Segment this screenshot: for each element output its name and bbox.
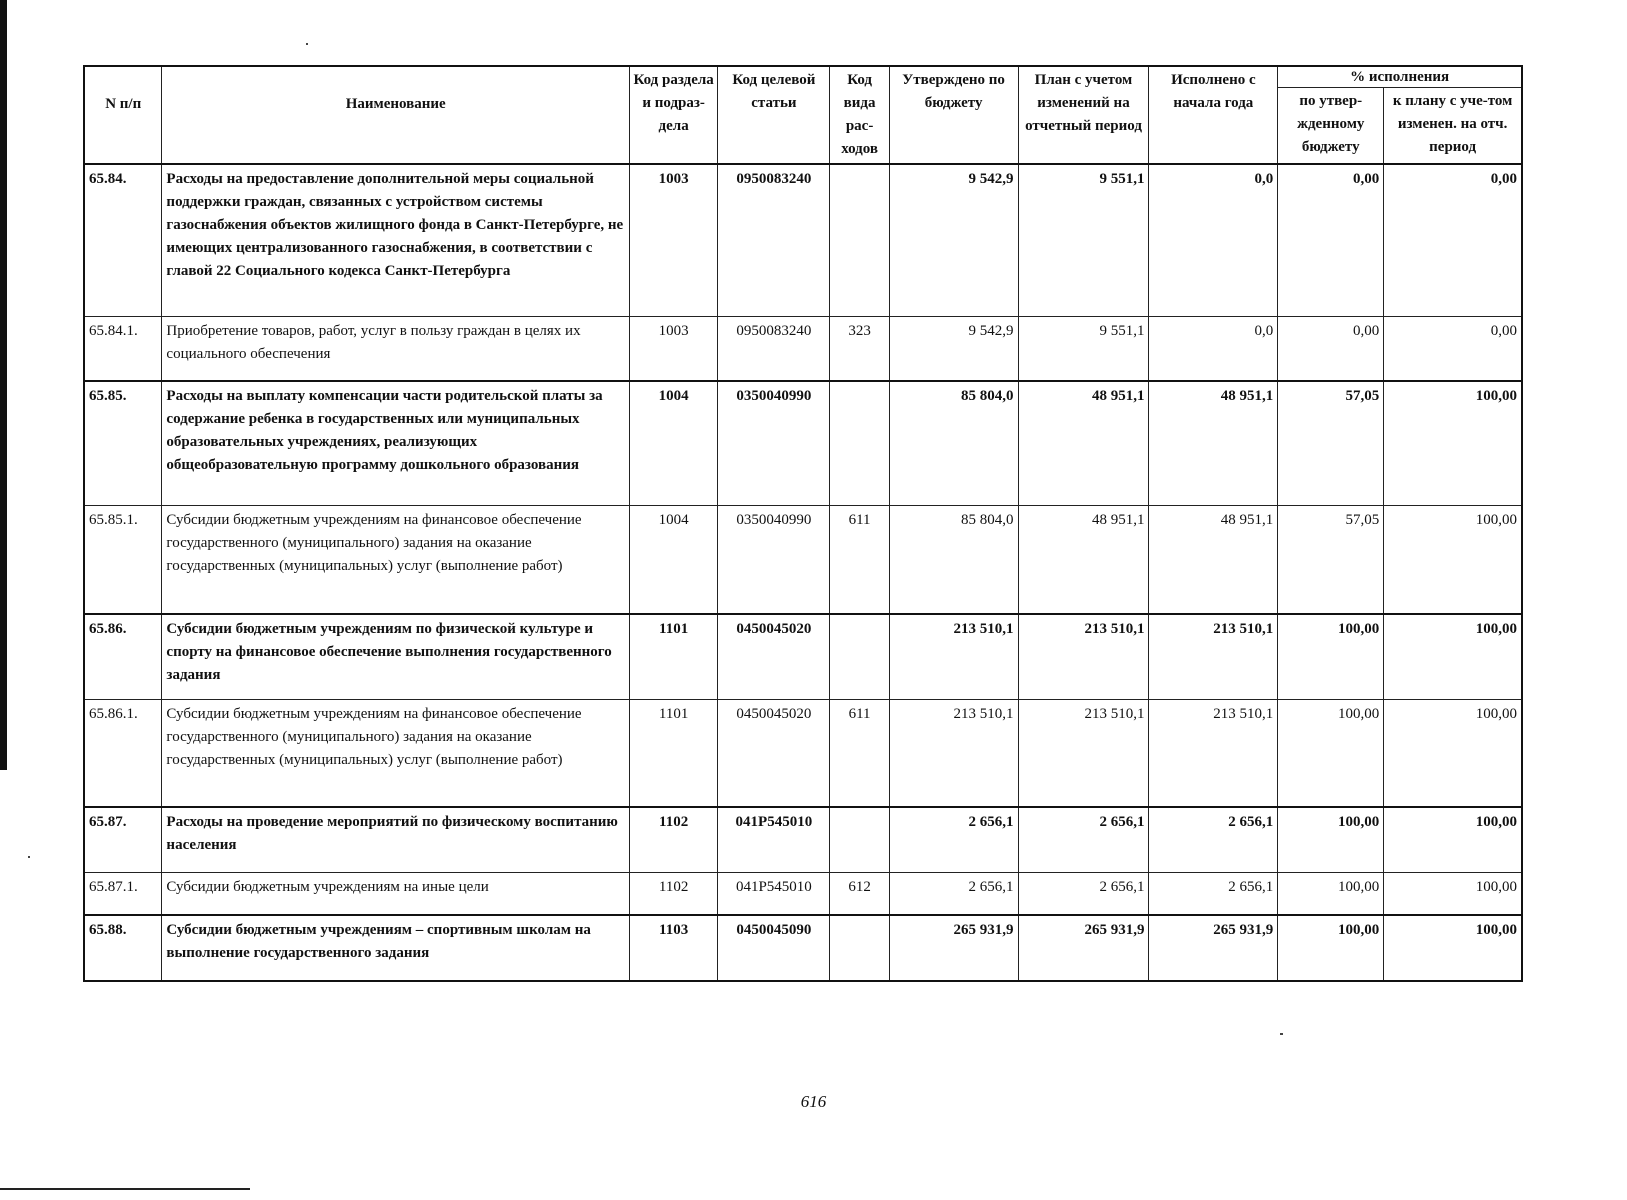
row-expense-type: 611 (830, 699, 889, 807)
row-approved: 85 804,0 (889, 505, 1018, 614)
row-plan: 48 951,1 (1018, 505, 1149, 614)
row-pct-budget: 100,00 (1278, 915, 1384, 981)
row-executed: 2 656,1 (1149, 872, 1278, 915)
footnote-rule (0, 1188, 250, 1190)
row-executed: 265 931,9 (1149, 915, 1278, 981)
row-section-code: 1004 (629, 381, 717, 505)
row-approved: 213 510,1 (889, 699, 1018, 807)
col-header-plan: План с учетом изменений на отчетный период (1018, 66, 1149, 164)
table-row (84, 505, 1522, 614)
row-section-code: 1102 (629, 872, 717, 915)
row-pct-budget: 100,00 (1278, 699, 1384, 807)
row-pct-plan: 100,00 (1384, 699, 1522, 807)
col-header-target-code: Код целевой статьи (718, 66, 830, 164)
header-row (84, 66, 1522, 88)
row-target-code: 0450045020 (718, 614, 830, 699)
col-header-executed: Исполнено с начала года (1149, 66, 1278, 164)
row-executed: 48 951,1 (1149, 505, 1278, 614)
row-section-code: 1102 (629, 807, 717, 872)
row-plan: 9 551,1 (1018, 316, 1149, 381)
row-expense-type (830, 614, 889, 699)
row-plan: 265 931,9 (1018, 915, 1149, 981)
row-name: Расходы на предоставление дополнительной меры социальной поддержки граждан, связанных с устройством системы газоснабжения объектов жилищного фонда в Санкт-Петербурге, не имеющих централизованного газоснабжения, в соответствии с главой 22 Социального кодекса Санкт-Петербурга (162, 164, 630, 316)
col-header-np: N п/п (84, 66, 162, 164)
row-approved: 265 931,9 (889, 915, 1018, 981)
row-plan: 2 656,1 (1018, 807, 1149, 872)
col-header-name: Наименование (162, 66, 630, 164)
row-number: 65.84. (84, 164, 162, 316)
budget-table (83, 65, 1523, 982)
row-pct-budget: 57,05 (1278, 505, 1384, 614)
row-pct-budget: 100,00 (1278, 614, 1384, 699)
row-pct-budget: 100,00 (1278, 807, 1384, 872)
row-number: 65.85.1. (84, 505, 162, 614)
row-target-code: 0350040990 (718, 381, 830, 505)
row-number: 65.88. (84, 915, 162, 981)
row-section-code: 1003 (629, 316, 717, 381)
row-pct-budget: 57,05 (1278, 381, 1384, 505)
row-target-code: 0450045020 (718, 699, 830, 807)
row-plan: 9 551,1 (1018, 164, 1149, 316)
row-target-code: 041P545010 (718, 872, 830, 915)
table-row (84, 699, 1522, 807)
row-executed: 0,0 (1149, 316, 1278, 381)
row-pct-plan: 0,00 (1384, 164, 1522, 316)
row-executed: 2 656,1 (1149, 807, 1278, 872)
row-target-code: 041P545010 (718, 807, 830, 872)
row-pct-plan: 100,00 (1384, 614, 1522, 699)
row-number: 65.86.1. (84, 699, 162, 807)
row-pct-plan: 100,00 (1384, 381, 1522, 505)
row-target-code: 0950083240 (718, 316, 830, 381)
row-name: Расходы на проведение мероприятий по физическому воспитанию населения (162, 807, 630, 872)
row-name: Приобретение товаров, работ, услуг в пользу граждан в целях их социального обеспечения (162, 316, 630, 381)
row-pct-budget: 0,00 (1278, 164, 1384, 316)
row-approved: 9 542,9 (889, 316, 1018, 381)
row-section-code: 1101 (629, 699, 717, 807)
row-pct-budget: 100,00 (1278, 872, 1384, 915)
row-section-code: 1101 (629, 614, 717, 699)
row-name: Расходы на выплату компенсации части родительской платы за содержание ребенка в государственных или муниципальных образовательных учреждениях, реализующих общеобразовательную программу дошкольного образования (162, 381, 630, 505)
row-plan: 2 656,1 (1018, 872, 1149, 915)
row-pct-plan: 100,00 (1384, 505, 1522, 614)
row-expense-type: 611 (830, 505, 889, 614)
col-header-pct-group: % исполнения (1278, 66, 1522, 88)
col-header-pct-budget: по утвер-жденному бюджету (1278, 88, 1384, 164)
row-expense-type (830, 915, 889, 981)
page-number: 616 (800, 1092, 827, 1111)
row-executed: 213 510,1 (1149, 699, 1278, 807)
scan-speck (1280, 1033, 1283, 1035)
row-number: 65.87.1. (84, 872, 162, 915)
table-body (84, 164, 1522, 981)
row-approved: 85 804,0 (889, 381, 1018, 505)
row-plan: 213 510,1 (1018, 614, 1149, 699)
row-expense-type (830, 381, 889, 505)
row-number: 65.85. (84, 381, 162, 505)
row-number: 65.86. (84, 614, 162, 699)
row-expense-type (830, 164, 889, 316)
row-executed: 0,0 (1149, 164, 1278, 316)
row-target-code: 0450045090 (718, 915, 830, 981)
row-pct-plan: 100,00 (1384, 872, 1522, 915)
row-pct-budget: 0,00 (1278, 316, 1384, 381)
row-section-code: 1004 (629, 505, 717, 614)
row-number: 65.87. (84, 807, 162, 872)
row-expense-type (830, 807, 889, 872)
table-row (84, 872, 1522, 915)
row-name: Субсидии бюджетным учреждениям по физической культуре и спорту на финансовое обеспечение выполнения государственного задания (162, 614, 630, 699)
row-plan: 213 510,1 (1018, 699, 1149, 807)
table-row (84, 381, 1522, 505)
row-name: Субсидии бюджетным учреждениям – спортивным школам на выполнение государственного задания (162, 915, 630, 981)
row-approved: 2 656,1 (889, 807, 1018, 872)
scan-speck (306, 43, 308, 45)
row-target-code: 0350040990 (718, 505, 830, 614)
row-name: Субсидии бюджетным учреждениям на иные цели (162, 872, 630, 915)
row-plan: 48 951,1 (1018, 381, 1149, 505)
table-row (84, 807, 1522, 872)
col-header-approved: Утверждено по бюджету (889, 66, 1018, 164)
col-header-expense-type: Код вида рас-ходов (830, 66, 889, 164)
row-section-code: 1003 (629, 164, 717, 316)
col-header-pct-plan: к плану с уче-том изменен. на отч. период (1384, 88, 1522, 164)
scan-edge-bar (0, 0, 7, 770)
row-expense-type: 323 (830, 316, 889, 381)
col-header-section-code: Код раздела и подраз-дела (629, 66, 717, 164)
row-pct-plan: 0,00 (1384, 316, 1522, 381)
row-name: Субсидии бюджетным учреждениям на финансовое обеспечение государственного (муниципального) задания на оказание государственных (муниципальных) услуг (выполнение работ) (162, 699, 630, 807)
table-row (84, 915, 1522, 981)
row-approved: 9 542,9 (889, 164, 1018, 316)
scan-speck (28, 856, 30, 858)
row-pct-plan: 100,00 (1384, 807, 1522, 872)
row-approved: 2 656,1 (889, 872, 1018, 915)
table-row (84, 316, 1522, 381)
row-name: Субсидии бюджетным учреждениям на финансовое обеспечение государственного (муниципального) задания на оказание государственных (муниципальных) услуг (выполнение работ) (162, 505, 630, 614)
row-expense-type: 612 (830, 872, 889, 915)
row-section-code: 1103 (629, 915, 717, 981)
row-pct-plan: 100,00 (1384, 915, 1522, 981)
table-row (84, 614, 1522, 699)
row-target-code: 0950083240 (718, 164, 830, 316)
row-approved: 213 510,1 (889, 614, 1018, 699)
row-number: 65.84.1. (84, 316, 162, 381)
row-executed: 213 510,1 (1149, 614, 1278, 699)
row-executed: 48 951,1 (1149, 381, 1278, 505)
table-row (84, 164, 1522, 316)
